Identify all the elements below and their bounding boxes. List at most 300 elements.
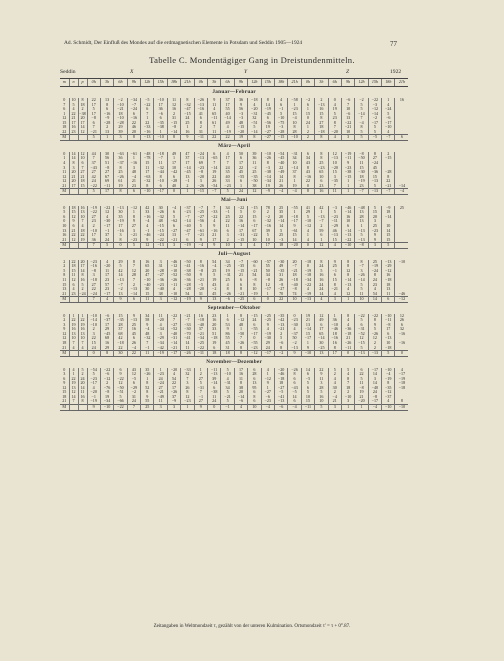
table-cell: −28	[382, 170, 395, 175]
table-cell: 16	[181, 130, 194, 135]
table-cell: 3	[154, 404, 167, 410]
table-cell: 16	[315, 273, 328, 278]
table-cell: −23	[194, 166, 207, 171]
table-cell: 8	[315, 116, 328, 121]
table-cell: −14	[382, 215, 395, 220]
table-cell: −51	[248, 121, 261, 126]
table-cell: −17	[368, 399, 381, 404]
table-cell: −13	[368, 351, 381, 357]
table-cell: 67	[100, 175, 113, 180]
table-cell: 53	[221, 323, 234, 328]
table-cell: 8	[341, 260, 354, 265]
table-cell: −34	[127, 98, 140, 103]
table-cell: 31	[274, 273, 287, 278]
table-cell: −19	[368, 264, 381, 269]
table-cell: −28	[181, 287, 194, 292]
table-cell: 23	[100, 287, 113, 292]
table-cell: 20	[234, 390, 247, 395]
table-cell: −28	[114, 121, 127, 126]
table-cell: 58	[141, 318, 154, 323]
table-cell: 5	[382, 112, 395, 117]
table-cell: −10	[167, 269, 180, 274]
table-cell: 24	[127, 399, 140, 404]
table-cell: 11	[62, 277, 67, 282]
table-cell: 9	[63, 381, 66, 386]
table-cell: −8	[100, 166, 113, 171]
table-cell: 12	[167, 103, 180, 108]
table-cell: −31	[248, 112, 261, 117]
table-cell: 8	[341, 264, 354, 269]
table-cell: −14	[87, 318, 100, 323]
table-cell: 45	[234, 170, 247, 175]
table-cell: 5	[315, 390, 328, 395]
table-cell: −9	[261, 189, 274, 195]
table-cell: 49	[221, 121, 234, 126]
table-cell: 9	[194, 297, 207, 303]
table-cell: 69	[100, 179, 113, 184]
table-cell: −76	[100, 386, 113, 391]
table-cell: −13	[127, 287, 140, 292]
table-cell: 3	[328, 404, 341, 410]
table-cell: −2	[355, 98, 368, 103]
table-cell: 17	[69, 121, 78, 126]
table-cell: 7	[208, 161, 221, 166]
table-cell: −26	[261, 156, 274, 161]
table-cell: 4	[341, 318, 354, 323]
table-cell: −26	[141, 372, 154, 377]
table-cell: 6	[78, 161, 87, 166]
table-cell: 12	[114, 381, 127, 386]
table-cell: −57	[261, 260, 274, 265]
table-cell: −26	[341, 341, 354, 346]
table-cell: −38	[79, 111, 86, 116]
table-cell: 6	[395, 135, 408, 141]
table-cell: 24	[301, 121, 314, 126]
table-cell: 12	[395, 314, 408, 319]
table-cell: −10	[154, 98, 167, 103]
component-label-y: Y	[244, 69, 248, 75]
table-cell: −20	[248, 107, 261, 112]
table-cell: 11	[328, 189, 341, 195]
table-cell: −1	[100, 229, 113, 234]
table-cell: −5	[301, 377, 314, 382]
table-title: Tabelle C. Mondentägiger Gang in Dreistundenmitteln.	[149, 55, 355, 65]
season-heading: Januar—Februar	[212, 89, 257, 95]
table-cell: 9	[194, 404, 207, 410]
table-cell: 1	[154, 368, 167, 373]
table-cell: 8	[382, 175, 395, 180]
table-cell: 6	[288, 377, 301, 382]
table-cell: −36	[181, 278, 194, 283]
table-cell: −22	[234, 206, 247, 211]
table-cell: −13	[114, 206, 127, 211]
table-cell: 14	[274, 224, 287, 229]
table-cell: 15	[368, 210, 381, 215]
table-cell: 12	[69, 215, 78, 220]
table-cell: −10	[261, 152, 274, 157]
table-cell: −22	[87, 184, 100, 189]
table-cell: 5	[355, 130, 368, 135]
table-cell: 17	[141, 170, 154, 175]
table-cell: −36	[368, 170, 381, 175]
table-cell: 15	[87, 341, 100, 346]
column-header: 3h	[100, 79, 113, 87]
table-cell: 22	[87, 287, 100, 292]
table-cell: −34	[154, 341, 167, 346]
table-cell: −44	[154, 170, 167, 175]
table-cell: −12	[395, 297, 408, 303]
table-cell: 3	[63, 165, 66, 170]
table-cell: −16	[114, 229, 127, 234]
table-cell: 5	[221, 368, 234, 373]
table-cell: 2	[194, 372, 207, 377]
table-cell: −2	[261, 215, 274, 220]
table-cell: 8	[328, 346, 341, 351]
table-cell: 48	[234, 121, 247, 126]
table-cell: 7	[69, 399, 78, 404]
table-cell: 7	[87, 243, 100, 249]
table-cell: 45	[221, 341, 234, 346]
table-cell: −19	[301, 269, 314, 274]
table-cell: 4	[234, 404, 247, 410]
table-cell: 25	[395, 206, 408, 211]
table-cell: 14	[78, 386, 87, 391]
table-cell: −13	[341, 283, 354, 288]
table-cell: −14	[261, 175, 274, 180]
table-cell: −19	[261, 332, 274, 337]
table-cell: −8	[355, 386, 368, 391]
table-cell: −19	[395, 377, 408, 382]
table-cell: 3	[127, 166, 140, 171]
table-cell: 5	[382, 243, 395, 249]
table-cell: 6	[248, 368, 261, 373]
table-cell: −25	[221, 264, 234, 269]
table-cell: 5	[355, 287, 368, 292]
table-cell: −33	[208, 210, 221, 215]
table-cell: −13	[194, 156, 207, 161]
table-cell: 9	[315, 372, 328, 377]
table-cell: −8	[167, 125, 180, 130]
table-cell: −5	[274, 390, 287, 395]
table-cell: 44	[87, 152, 100, 157]
table-cell: 2	[78, 287, 87, 292]
table-cell: −23	[87, 260, 100, 265]
table-cell: 5	[221, 390, 234, 395]
table-cell: 4	[248, 103, 261, 108]
column-header: n	[69, 79, 78, 87]
table-cell: 16	[382, 273, 395, 278]
table-cell: 24	[315, 287, 328, 292]
table-cell: 5	[368, 130, 381, 135]
table-cell: 19	[288, 184, 301, 189]
table-cell: −7	[181, 233, 194, 238]
table-cell: 17	[328, 351, 341, 357]
table-cell: −4	[355, 121, 368, 126]
table-cell: −7	[315, 219, 328, 224]
table-cell: 4	[221, 377, 234, 382]
table-cell: 19	[78, 238, 87, 243]
table-cell: −22	[154, 238, 167, 243]
table-cell: −23	[221, 184, 234, 189]
table-cell: 27	[100, 170, 113, 175]
table-cell: 27	[87, 283, 100, 288]
column-header: 15h	[261, 79, 274, 87]
table-cell: 42	[315, 206, 328, 211]
table-cell: 19	[261, 184, 274, 189]
table-cell: −46	[395, 292, 408, 297]
table-cell: 1	[341, 297, 354, 303]
table-cell: 13	[301, 323, 314, 328]
table-cell: 1	[194, 368, 207, 373]
table-cell: −10	[395, 404, 408, 410]
table-cell: 8	[154, 175, 167, 180]
table-cell: 17	[315, 327, 328, 332]
table-cell: 20	[69, 170, 78, 175]
table-cell: 68	[100, 336, 113, 341]
table-cell: 6	[382, 297, 395, 303]
table-cell: −14	[341, 278, 354, 283]
table-cell: 16	[315, 189, 328, 195]
table-cell: −10	[141, 189, 154, 195]
table-cell: −15	[274, 135, 287, 141]
table-cell: 16	[194, 314, 207, 319]
table-cell: 12	[62, 116, 67, 121]
table-cell: 26	[181, 386, 194, 391]
table-cell: 2	[315, 224, 328, 229]
table-cell: 11	[208, 130, 221, 135]
table-cell: 29	[301, 210, 314, 215]
table-cell: 24	[154, 377, 167, 382]
table-cell: 11	[208, 103, 221, 108]
table-cell: 34	[301, 156, 314, 161]
table-cell: −19	[341, 152, 354, 157]
table-cell: 25	[114, 170, 127, 175]
table-cell: 47	[141, 273, 154, 278]
table-cell: 5	[63, 210, 66, 215]
table-cell: −17	[382, 121, 395, 126]
table-cell: 9	[368, 238, 381, 243]
table-cell: 8	[368, 152, 381, 157]
table-cell: 1	[341, 184, 354, 189]
table-cell: 13	[181, 175, 194, 180]
table-cell: −32	[154, 215, 167, 220]
season-heading-row	[60, 87, 408, 99]
table-cell: 55	[141, 399, 154, 404]
table-cell: 6	[234, 156, 247, 161]
table-cell: −10	[274, 116, 287, 121]
table-cell: −10	[167, 292, 180, 297]
table-cell: 0	[328, 98, 341, 103]
table-cell: −16	[328, 336, 341, 341]
table-cell: 35	[221, 170, 234, 175]
table-cell: −26	[355, 273, 368, 278]
table-cell: −11	[194, 351, 207, 357]
table-cell: 8	[69, 161, 78, 166]
table-cell: −6	[100, 314, 113, 319]
table-cell: 11	[154, 314, 167, 319]
table-cell: 8	[234, 351, 247, 357]
table-cell: 16	[78, 395, 87, 400]
table-cell: 2	[341, 390, 354, 395]
table-cell: −10	[395, 260, 408, 265]
table-cell: 7	[234, 336, 247, 341]
table-cell: 10	[62, 224, 67, 229]
table-cell: −27	[194, 215, 207, 220]
table-cell: 24	[315, 264, 328, 269]
table-cell: 9	[208, 224, 221, 229]
table-cell: 20	[78, 381, 87, 386]
table-cell: 49	[315, 318, 328, 323]
table-cell: 49	[167, 152, 180, 157]
table-cell: 21	[62, 345, 67, 350]
table-cell: 8	[127, 215, 140, 220]
table-cell: −42	[274, 318, 287, 323]
table-cell: 9	[194, 273, 207, 278]
table-cell: 5	[355, 103, 368, 108]
table-cell: 1	[141, 116, 154, 121]
table-cell: 5	[194, 224, 207, 229]
table-cell: 2	[274, 332, 287, 337]
table-cell: −34	[154, 327, 167, 332]
table-cell: 5	[261, 233, 274, 238]
table-cell: 6	[87, 121, 100, 126]
table-cell: −18	[315, 130, 328, 135]
table-cell: 12	[127, 372, 140, 377]
table-cell: 25	[181, 121, 194, 126]
table-cell: 1	[301, 341, 314, 346]
table-cell: 0	[63, 313, 66, 318]
table-cell: 12	[62, 385, 67, 390]
table-cell: −2	[274, 351, 287, 357]
table-cell: 3	[154, 332, 167, 337]
table-cell: −26	[288, 368, 301, 373]
table-cell: −60	[248, 260, 261, 265]
table-cell: 23	[355, 184, 368, 189]
table-cell: 10	[167, 166, 180, 171]
table-cell: −21	[194, 233, 207, 238]
table-cell: 48	[154, 219, 167, 224]
table-cell: −55	[234, 175, 247, 180]
table-cell: 3	[368, 219, 381, 224]
table-cell: 27	[194, 377, 207, 382]
table-cell: 4	[328, 377, 341, 382]
table-cell: 4	[87, 386, 100, 391]
table-cell: 9	[288, 224, 301, 229]
table-cell: 38	[154, 292, 167, 297]
table-cell: −1	[194, 395, 207, 400]
table-cell: 18	[221, 351, 234, 357]
table-cell: 16	[315, 278, 328, 283]
table-cell: 4	[301, 287, 314, 292]
table-cell: 37	[114, 327, 127, 332]
table-cell: 28	[355, 215, 368, 220]
table-cell: 4	[154, 323, 167, 328]
table-cell: −46	[141, 233, 154, 238]
table-cell: −10	[341, 395, 354, 400]
table-cell: 12	[69, 278, 78, 283]
table-cell: 9	[221, 327, 234, 332]
table-cell: 19	[234, 135, 247, 141]
table-cell: 9	[234, 103, 247, 108]
table-cell: −25	[315, 346, 328, 351]
table-cell: 31	[194, 292, 207, 297]
table-cell: 15	[301, 112, 314, 117]
table-cell: −16	[194, 264, 207, 269]
table-cell: −20	[288, 243, 301, 249]
table-cell: −22	[114, 377, 127, 382]
table-cell: −32	[181, 103, 194, 108]
table-cell: 5	[114, 264, 127, 269]
table-cell: 1	[261, 372, 274, 377]
table-cell: 37	[100, 233, 113, 238]
table-cell: 1	[154, 130, 167, 135]
table-cell: 3	[181, 381, 194, 386]
table-cell: −11	[382, 318, 395, 323]
table-cell: 18	[69, 206, 78, 211]
table-cell: −4	[194, 243, 207, 249]
table-cell: 8	[78, 399, 87, 404]
table-cell: 3	[368, 243, 381, 249]
table-cell: −8	[248, 278, 261, 283]
table-cell: 11	[248, 161, 261, 166]
table-cell: −5	[194, 283, 207, 288]
table-cell: 28	[248, 372, 261, 377]
table-cell: 29	[261, 341, 274, 346]
season-heading-row	[60, 248, 408, 260]
table-cell: 9	[194, 238, 207, 243]
table-cell: 15	[62, 282, 67, 287]
table-cell: 25	[274, 206, 287, 211]
table-cell: 7	[87, 156, 100, 161]
table-cell: 43	[301, 170, 314, 175]
table-cell: 48	[141, 332, 154, 337]
table-cell: −20	[234, 130, 247, 135]
table-cell: −25	[261, 314, 274, 319]
table-cell: 22	[382, 179, 395, 184]
table-cell: 11	[382, 292, 395, 297]
table-cell: 16	[69, 125, 78, 130]
table-cell: −6	[154, 112, 167, 117]
table-cell: −16	[141, 215, 154, 220]
table-cell: 2	[63, 259, 66, 264]
table-cell: −36	[341, 327, 354, 332]
table-cell: 8	[194, 121, 207, 126]
table-cell: −18	[154, 152, 167, 157]
table-cell: 15	[62, 120, 67, 125]
table-cell: 70	[274, 292, 287, 297]
table-cell: 27	[154, 386, 167, 391]
table-cell: 2	[301, 130, 314, 135]
table-cell: 56	[234, 107, 247, 112]
table-cell: 14	[69, 395, 78, 400]
table-cell: 22	[69, 318, 78, 323]
table-cell: 12	[69, 238, 78, 243]
table-cell: 17	[221, 103, 234, 108]
table-cell: 18	[62, 125, 67, 130]
table-cell: −13	[208, 372, 221, 377]
table-cell: 19	[221, 269, 234, 274]
table-cell: 21	[274, 179, 287, 184]
table-cell: −58	[288, 98, 301, 103]
table-cell: 25	[315, 161, 328, 166]
table-cell: 27	[368, 156, 381, 161]
table-cell: 2	[181, 184, 194, 189]
table-cell: −6	[274, 341, 287, 346]
table-cell: −19	[382, 377, 395, 382]
table-cell: 25	[141, 404, 154, 410]
table-cell: −6	[274, 404, 287, 410]
table-cell: 13	[69, 332, 78, 337]
